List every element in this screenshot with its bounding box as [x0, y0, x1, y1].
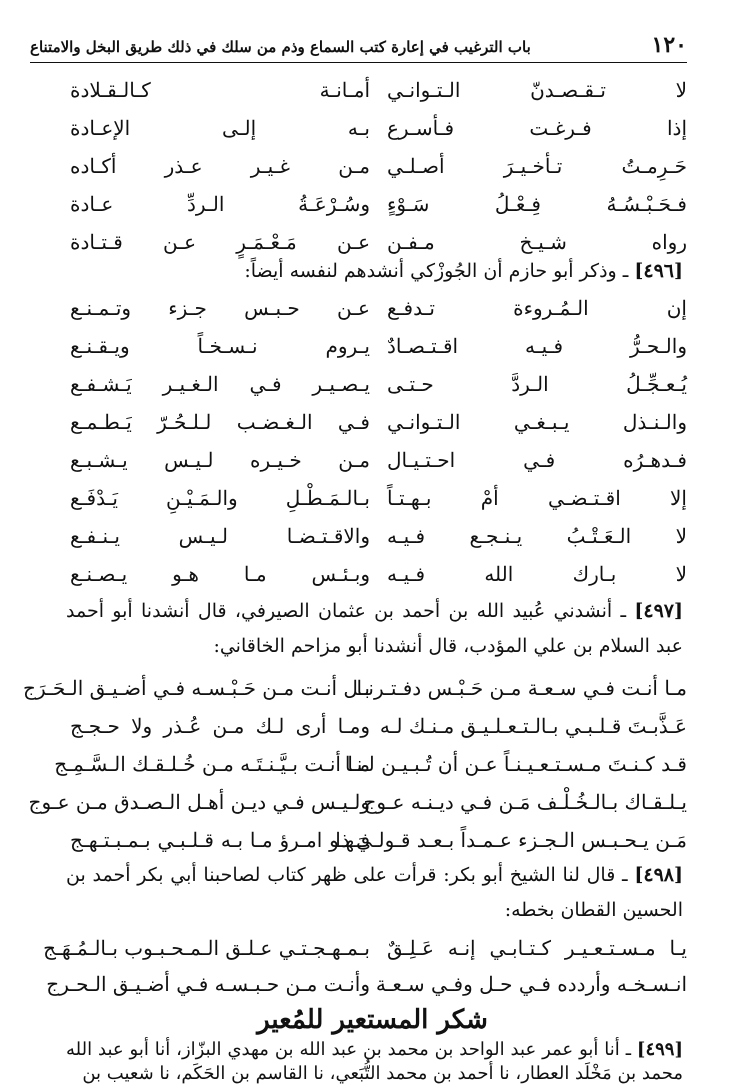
- entry-496: [66, 254, 683, 289]
- page-header: [30, 30, 687, 63]
- verse-first-hemistich: قـد كـنـتَ مـسـتـعـيـنـاً عـن أن تُـبـيـن لـنـا: [344, 752, 687, 776]
- entry-text: ـ وذكر أبو حازم أن الجُوزْكي أنشدهم لنفسه أيضاً:: [244, 260, 635, 282]
- verse-second-hemistich: يـروم نـسـخـاً ويـقـنـع: [70, 334, 370, 358]
- verse-line: [58, 110, 687, 146]
- section-title: شكر المستعير للمُعير: [257, 1005, 488, 1035]
- verse-line: [23, 670, 687, 706]
- verse-second-hemistich: عـن مَـعْـمَـرٍ عـن قـتـادة: [70, 230, 370, 254]
- verse-line: [58, 148, 687, 184]
- verse-line: [58, 328, 687, 364]
- verse-line: [58, 556, 687, 592]
- verse-second-hemistich: عـن حـبـس جـزء وتـمـنـع: [70, 296, 370, 320]
- verse-first-hemistich: إن الـمُـروءة تـدفـع: [387, 296, 687, 320]
- entry-497: [66, 594, 683, 664]
- verse-line: [58, 290, 687, 326]
- verse-second-hemistich: بـل أنـت مـن حَـبْـسـه فـي أضـيـق الـحَـرَج: [23, 676, 370, 700]
- verse-line: [58, 442, 687, 478]
- verse-first-hemistich: حَـرِمـتُ تـأخـيـرَ أصـلـي: [387, 154, 687, 178]
- verse-first-hemistich: مـا أنـت فـي سـعـة مـن حَـبْـس دفـتـرنـا: [356, 676, 687, 700]
- verse-line: [43, 930, 687, 966]
- verse-first-hemistich: إلا اقـتـضـي أمْ بـهـتـاً: [387, 486, 687, 510]
- verse-line: [28, 784, 687, 820]
- verse-second-hemistich: أمـانـة كـالـقـلادة: [70, 78, 370, 102]
- verse-second-hemistich: وسُـرْعَـةُ الـردِّ عـادة: [70, 192, 370, 216]
- verse-first-hemistich: لا تـقـصـدنّ الـتـوانـي: [387, 78, 687, 102]
- verse-second-hemistich: مـا أنـت بـيَّـنـتَـه مـن خُـلـقـك الـسَّـمِـج: [54, 752, 370, 776]
- verse-first-hemistich: انـسـخـه وأردده فـي حـل وفـي سـعـة: [375, 972, 687, 996]
- verse-line: [58, 822, 687, 858]
- verse-line: [58, 480, 687, 516]
- verse-first-hemistich: رواه شـيـخ مـفـن: [387, 230, 687, 254]
- verse-second-hemistich: بـالـمَـطْـلِ والـمَـيْـنِ يَـدْفَـع: [70, 486, 370, 510]
- verse-first-hemistich: يـلـقـاك بـالـخُـلْـف مَـن فـي ديـنـه عـوج: [363, 790, 687, 814]
- verse-second-hemistich: مـن خـيـره لـيـس يـشـبـع: [70, 448, 370, 472]
- entry-text: ـ أنا أبو عمر عبد الواحد بن محمد بن عبد الله بن مهدي البزّاز، أنا أبو عبد الله محمد بن مَخْلَد العطار، نا أحمد بن محمد التُّبَعي، نا القاسم بن الحَكَم، نا شعيب بن: [66, 1039, 683, 1084]
- verse-first-hemistich: مَـن يـحـبـس الـجـزء عـمـداً بـعـد قـولـيَ ذا: [335, 828, 687, 852]
- entry-text: ـ قال لنا الشيخ أبو بكر: قرأت على ظهر كتاب لصاحبنا أبي بكر أحمد بن الحسين القطان بخطه:: [66, 864, 683, 921]
- verse-second-hemistich: بـه إلـى الإعـادة: [70, 116, 370, 140]
- verse-second-hemistich: ومـا أرى لـك مـن عُـذر ولا حـجـج: [70, 714, 370, 738]
- verse-second-hemistich: فـي الـغـضـب لـلـحُـرّ يَـطـمـع: [70, 410, 370, 434]
- verse-second-hemistich: يـصـيـر فـي الـغـيـر يَـشـفـع: [70, 372, 370, 396]
- entry-number: [٤٩٩]: [636, 1039, 683, 1060]
- entry-498: [66, 858, 683, 928]
- verse-second-hemistich: ولـيـس فـي ديـن أهـل الـصـدق مـن عـوج: [28, 790, 370, 814]
- verse-first-hemistich: والـنـذل يـبـغـي الـتـوانـي: [387, 410, 687, 434]
- entry-text: ـ أنشدني عُبيد الله بن أحمد بن عثمان الصيرفي، قال أنشدنا أبو أحمد عبد السلام بن علي المؤدب، قال أنشدنا أبو مزاحم الخاقاني:: [66, 600, 683, 657]
- verse-second-hemistich: وبـئـس مـا هـو يـصـنـع: [70, 562, 370, 586]
- entry-number: [٤٩٦]: [634, 260, 683, 282]
- page-number: ١٢٠: [651, 32, 687, 58]
- verse-second-hemistich: والاقـتـضـا لـيـس يـنـفـع: [70, 524, 370, 548]
- verse-second-hemistich: بـمـهـجـتـي عـلـق الـمـحـبـوب بـالـمُـهَـج: [43, 936, 370, 960]
- verse-line: [58, 404, 687, 440]
- verse-line: [58, 518, 687, 554]
- entry-number: [٤٩٨]: [634, 864, 683, 886]
- verse-line: [46, 966, 687, 1002]
- verse-first-hemistich: يـا مـسـتـعـيـر كـتـابـي إنـه عَـلِـقٌ: [387, 936, 687, 960]
- verse-first-hemistich: لا الـعَـتْـبُ يـنـجـع فـيـه: [387, 524, 687, 548]
- verse-line: [58, 708, 687, 744]
- verse-second-hemistich: فـهـو امـرؤ مـا بـه قـلـبـي بـمـبـتـهـج: [70, 828, 370, 852]
- verse-second-hemistich: مـن غـيـر عـذر أكـاده: [70, 154, 370, 178]
- verse-first-hemistich: فـحَـبْـسُـهُ فِـعْـلُ سَـوْءٍ: [387, 192, 687, 216]
- entry-number: [٤٩٧]: [634, 600, 683, 622]
- entry-499: [66, 1038, 683, 1086]
- verse-first-hemistich: والـحـرُّ فـيـه اقـتـصـادٌ: [387, 334, 687, 358]
- verse-first-hemistich: فـدهـرُه فـي احـتـيـال: [387, 448, 687, 472]
- verse-line: [58, 366, 687, 402]
- verse-first-hemistich: عَـذَّبـتَ قـلـبـي بـالـتـعـلـيـق مـنـك لـه: [379, 714, 687, 738]
- verse-line: [58, 186, 687, 222]
- verse-first-hemistich: إذا فـرغـت فـأسـرع: [387, 116, 687, 140]
- running-title: باب الترغيب في إعارة كتب السماع وذم من سلك في ذلك طريق البخل والامتناع: [30, 38, 531, 56]
- verse-line: [54, 746, 687, 782]
- verse-first-hemistich: لا بـارك الله فـيـه: [387, 562, 687, 586]
- verse-first-hemistich: يُـعـجِّـلُ الـردَّ حـتـى: [387, 372, 687, 396]
- verse-line: [58, 72, 687, 108]
- verse-second-hemistich: وأنـت مـن حـبـسـه فـي أضـيـق الـحـرج: [46, 972, 370, 996]
